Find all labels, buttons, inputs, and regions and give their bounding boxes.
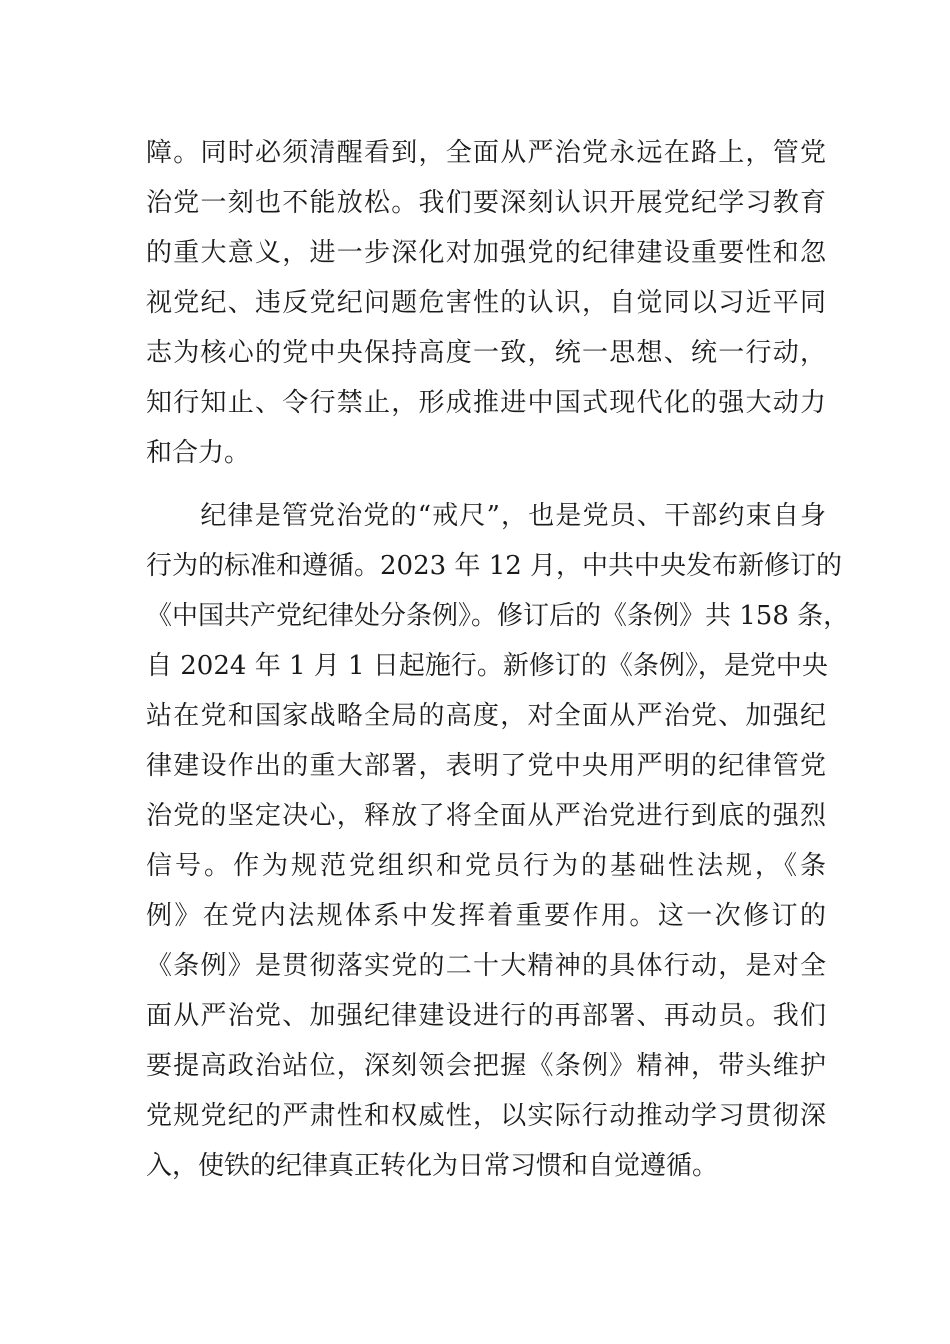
- paragraph-line: 党规党纪的严肃性和权威性，以实际行动推动学习贯彻深: [146, 1101, 826, 1131]
- paragraph-line: 《中国共产党纪律处分条例》。修订后的《条例》共 158 条，: [146, 601, 850, 631]
- paragraph-line: 志为核心的党中央保持高度一致，统一思想、统一行动，: [146, 338, 826, 368]
- paragraph-1: [146, 128, 826, 478]
- paragraph-line: 自 2024 年 1 月 1 日起施行。新修订的《条例》，是党中央: [146, 651, 828, 681]
- paragraph-line: 视党纪、违反党纪问题危害性的认识，自觉同以习近平同: [146, 288, 826, 318]
- paragraph-line: 例》在党内法规体系中发挥着重要作用。这一次修订的: [146, 901, 826, 931]
- paragraph-line: 信号。作为规范党组织和党员行为的基础性法规，《条: [146, 851, 826, 881]
- paragraph-line: 《条例》是贯彻落实党的二十大精神的具体行动，是对全: [146, 951, 826, 981]
- document-body: [146, 128, 850, 1191]
- paragraph-line: 要提高政治站位，深刻领会把握《条例》精神，带头维护: [146, 1051, 826, 1081]
- paragraph-line: 行为的标准和遵循。2023 年 12 月，中共中央发布新修订的: [146, 551, 843, 581]
- paragraph-line: 站在党和国家战略全局的高度，对全面从严治党、加强纪: [146, 701, 826, 731]
- paragraph-line: 障。同时必须清醒看到，全面从严治党永远在路上，管党: [146, 138, 826, 168]
- paragraph-line: 的重大意义，进一步深化对加强党的纪律建设重要性和忽: [146, 238, 826, 268]
- paragraph-gap: [146, 478, 826, 491]
- paragraph-2: [146, 491, 850, 1191]
- paragraph-line: 知行知止、令行禁止，形成推进中国式现代化的强大动力: [146, 388, 826, 418]
- paragraph-line: 治党的坚定决心，释放了将全面从严治党进行到底的强烈: [146, 801, 826, 831]
- paragraph-line: 纪律是管党治党的“戒尺”，也是党员、干部约束自身: [146, 501, 826, 531]
- paragraph-line: 律建设作出的重大部署，表明了党中央用严明的纪律管党: [146, 751, 826, 781]
- paragraph-line: 入，使铁的纪律真正转化为日常习惯和自觉遵循。: [146, 1151, 719, 1181]
- paragraph-line: 面从严治党、加强纪律建设进行的再部署、再动员。我们: [146, 1001, 826, 1031]
- paragraph-line: 治党一刻也不能放松。我们要深刻认识开展党纪学习教育: [146, 188, 826, 218]
- paragraph-line: 和合力。: [146, 438, 251, 468]
